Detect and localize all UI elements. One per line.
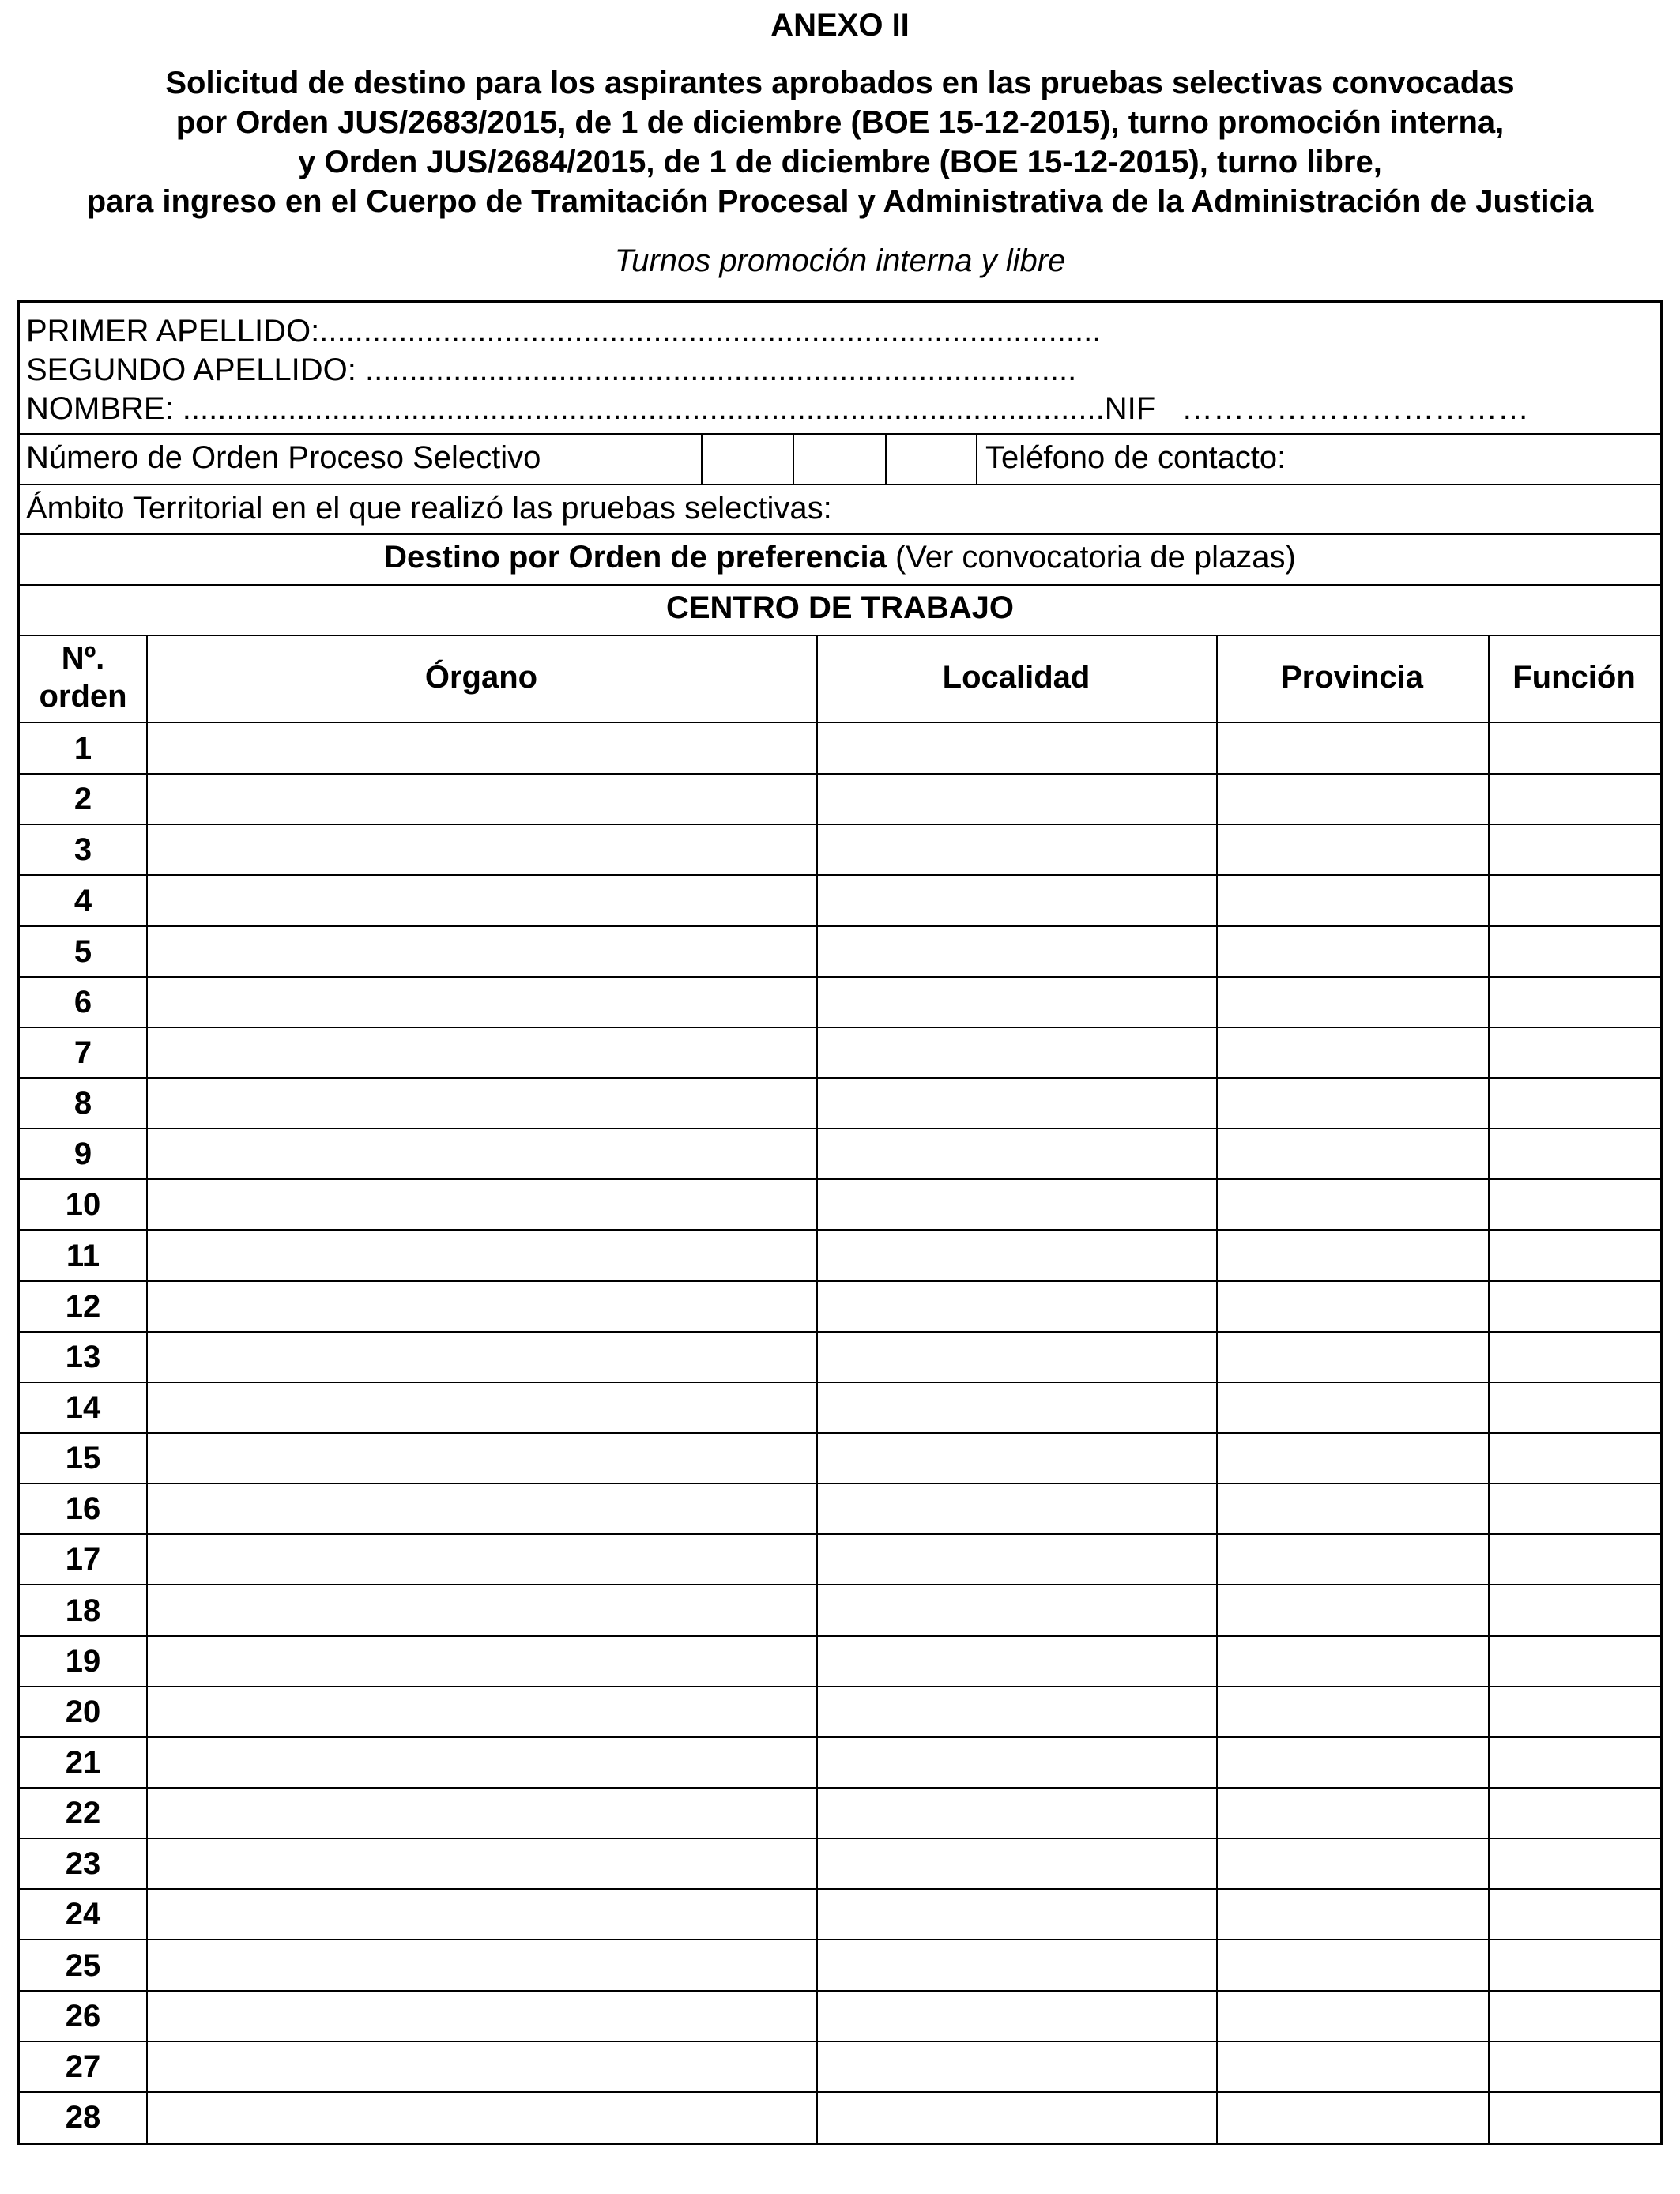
funcion-cell[interactable] xyxy=(1490,1079,1659,1127)
row-number: 21 xyxy=(65,1744,101,1780)
row-number: 28 xyxy=(65,2099,101,2135)
heading-line: Solicitud de destino para los aspirantes aprobados en las pruebas selectivas convocadas xyxy=(165,66,1515,100)
row-number: 17 xyxy=(65,1542,101,1578)
funcion-cell[interactable] xyxy=(1490,1535,1659,1583)
destino-heading-note: (Ver convocatoria de plazas) xyxy=(886,540,1296,575)
localidad-cell[interactable] xyxy=(818,1687,1215,1736)
column-header-num-orden xyxy=(20,639,146,715)
provincia-cell[interactable] xyxy=(1218,2093,1486,2141)
funcion-cell[interactable] xyxy=(1490,1180,1659,1228)
localidad-cell[interactable] xyxy=(818,1637,1215,1685)
row-number: 25 xyxy=(65,1947,101,1983)
row-number: 18 xyxy=(65,1593,101,1628)
organo-cell[interactable] xyxy=(148,724,815,772)
localidad-cell[interactable] xyxy=(818,1940,1215,1989)
funcion-cell[interactable] xyxy=(1490,1789,1659,1837)
divider xyxy=(976,433,977,484)
funcion-cell[interactable] xyxy=(1490,1484,1659,1532)
organo-cell[interactable] xyxy=(148,1839,815,1887)
funcion-cell[interactable] xyxy=(1490,775,1659,823)
divider xyxy=(20,722,1660,723)
organo-cell[interactable] xyxy=(148,1585,815,1634)
column-header-localidad: Localidad xyxy=(942,660,1090,695)
row-number: 7 xyxy=(73,1035,92,1070)
numero-orden-box-3[interactable] xyxy=(887,435,974,482)
organo-cell[interactable] xyxy=(148,1940,815,1989)
localidad-cell[interactable] xyxy=(818,1484,1215,1532)
provincia-cell[interactable] xyxy=(1218,1839,1486,1887)
funcion-cell[interactable] xyxy=(1490,1637,1659,1685)
funcion-cell[interactable] xyxy=(1490,1687,1659,1736)
row-number: 1 xyxy=(73,731,92,767)
row-number: 8 xyxy=(73,1086,92,1122)
organo-cell[interactable] xyxy=(148,1231,815,1279)
nombre-field[interactable]: NOMBRE: .........................................................................................................NIF xyxy=(26,391,1156,426)
organo-cell[interactable] xyxy=(148,1434,815,1482)
provincia-cell[interactable] xyxy=(1218,1434,1486,1482)
numero-orden-label: Número de Orden Proceso Selectivo xyxy=(26,440,541,475)
funcion-cell[interactable] xyxy=(1490,1890,1659,1938)
document-subtitle: Turnos promoción interna y libre xyxy=(614,243,1066,278)
nif-field[interactable]: …………………………… xyxy=(1181,391,1529,426)
row-number: 5 xyxy=(73,933,92,969)
organo-cell[interactable] xyxy=(148,1687,815,1736)
localidad-cell[interactable] xyxy=(818,927,1215,975)
organo-cell[interactable] xyxy=(148,1079,815,1127)
provincia-cell[interactable] xyxy=(1218,1890,1486,1938)
localidad-cell[interactable] xyxy=(818,1129,1215,1178)
localidad-cell[interactable] xyxy=(818,1180,1215,1228)
primer-apellido-field[interactable]: PRIMER APELLIDO:......................................................................................... xyxy=(26,314,1102,349)
funcion-cell[interactable] xyxy=(1490,825,1659,873)
provincia-cell[interactable] xyxy=(1218,1992,1486,2040)
column-header-num-line: orden xyxy=(39,679,127,714)
funcion-cell[interactable] xyxy=(1490,978,1659,1026)
funcion-cell[interactable] xyxy=(1490,1992,1659,2040)
row-number: 20 xyxy=(65,1694,101,1729)
numero-orden-box-1[interactable] xyxy=(703,435,791,482)
funcion-cell[interactable] xyxy=(1490,927,1659,975)
provincia-cell[interactable] xyxy=(1218,927,1486,975)
provincia-cell[interactable] xyxy=(1218,1585,1486,1634)
row-number: 3 xyxy=(73,832,92,868)
localidad-cell[interactable] xyxy=(818,1738,1215,1786)
provincia-cell[interactable] xyxy=(1218,1535,1486,1583)
funcion-cell[interactable] xyxy=(1490,1383,1659,1431)
localidad-cell[interactable] xyxy=(818,2093,1215,2141)
organo-cell[interactable] xyxy=(148,1180,815,1228)
organo-cell[interactable] xyxy=(148,2093,815,2141)
request-form xyxy=(17,300,1663,2145)
provincia-cell[interactable] xyxy=(1218,1383,1486,1431)
divider xyxy=(20,484,1660,485)
funcion-cell[interactable] xyxy=(1490,1940,1659,1989)
provincia-cell[interactable] xyxy=(1218,1180,1486,1228)
organo-cell[interactable] xyxy=(148,978,815,1026)
row-number: 11 xyxy=(66,1238,100,1273)
localidad-cell[interactable] xyxy=(818,1282,1215,1330)
row-number: 9 xyxy=(73,1137,92,1172)
funcion-cell[interactable] xyxy=(1490,1282,1659,1330)
row-number: 27 xyxy=(65,2049,101,2084)
provincia-cell[interactable] xyxy=(1218,724,1486,772)
heading-line: y Orden JUS/2684/2015, de 1 de diciembre (BOE 15-12-2015), turno libre, xyxy=(298,145,1382,179)
localidad-cell[interactable] xyxy=(818,1585,1215,1634)
divider xyxy=(20,584,1660,586)
localidad-cell[interactable] xyxy=(818,1789,1215,1837)
funcion-cell[interactable] xyxy=(1490,724,1659,772)
provincia-cell[interactable] xyxy=(1218,1789,1486,1837)
organo-cell[interactable] xyxy=(148,1383,815,1431)
funcion-cell[interactable] xyxy=(1490,1585,1659,1634)
organo-cell[interactable] xyxy=(148,927,815,975)
column-header-funcion: Función xyxy=(1512,660,1636,695)
funcion-cell[interactable] xyxy=(1490,1434,1659,1482)
destino-heading xyxy=(20,538,1660,576)
row-number: 12 xyxy=(65,1288,101,1324)
row-number: 22 xyxy=(65,1796,101,1831)
provincia-cell[interactable] xyxy=(1218,775,1486,823)
localidad-cell[interactable] xyxy=(818,1434,1215,1482)
provincia-cell[interactable] xyxy=(1218,1484,1486,1532)
column-header-provincia: Provincia xyxy=(1280,660,1424,695)
localidad-cell[interactable] xyxy=(818,1079,1215,1127)
funcion-cell[interactable] xyxy=(1490,876,1659,924)
organo-cell[interactable] xyxy=(148,1535,815,1583)
provincia-cell[interactable] xyxy=(1218,1333,1486,1381)
provincia-cell[interactable] xyxy=(1218,1079,1486,1127)
centro-trabajo-heading: CENTRO DE TRABAJO xyxy=(665,590,1015,625)
provincia-cell[interactable] xyxy=(1218,2042,1486,2090)
row-number: 10 xyxy=(65,1187,101,1223)
row-number: 6 xyxy=(73,984,92,1020)
provincia-cell[interactable] xyxy=(1218,978,1486,1026)
funcion-cell[interactable] xyxy=(1490,2093,1659,2141)
organo-cell[interactable] xyxy=(148,1637,815,1685)
row-number: 13 xyxy=(65,1339,101,1374)
column-header-num-line: Nº. xyxy=(61,641,105,676)
organo-cell[interactable] xyxy=(148,825,815,873)
row-number: 26 xyxy=(65,1998,101,2034)
provincia-cell[interactable] xyxy=(1218,1129,1486,1178)
segundo-apellido-field[interactable]: SEGUNDO APELLIDO: ................................................................................. xyxy=(26,352,1077,387)
ambito-territorial-field[interactable]: Ámbito Territorial en el que realizó las pruebas selectivas: xyxy=(26,491,832,526)
organo-cell[interactable] xyxy=(148,1738,815,1786)
row-number: 15 xyxy=(65,1441,101,1476)
localidad-cell[interactable] xyxy=(818,1028,1215,1076)
heading-line: por Orden JUS/2683/2015, de 1 de diciembre (BOE 15-12-2015), turno promoción interna, xyxy=(175,105,1505,140)
row-number: 4 xyxy=(73,883,92,918)
organo-cell[interactable] xyxy=(148,775,815,823)
funcion-cell[interactable] xyxy=(1490,1129,1659,1178)
divider xyxy=(20,635,1660,636)
provincia-cell[interactable] xyxy=(1218,1282,1486,1330)
localidad-cell[interactable] xyxy=(818,2042,1215,2090)
provincia-cell[interactable] xyxy=(1218,825,1486,873)
organo-cell[interactable] xyxy=(148,1890,815,1938)
provincia-cell[interactable] xyxy=(1218,1637,1486,1685)
organo-cell[interactable] xyxy=(148,1992,815,2040)
funcion-cell[interactable] xyxy=(1490,1231,1659,1279)
organo-cell[interactable] xyxy=(148,1333,815,1381)
row-number: 16 xyxy=(65,1491,101,1527)
annex-title: ANEXO II xyxy=(770,8,910,43)
divider xyxy=(20,533,1660,535)
localidad-cell[interactable] xyxy=(818,1333,1215,1381)
row-number: 14 xyxy=(65,1389,101,1425)
row-number: 2 xyxy=(73,782,92,817)
organo-cell[interactable] xyxy=(148,1789,815,1837)
localidad-cell[interactable] xyxy=(818,825,1215,873)
localidad-cell[interactable] xyxy=(818,724,1215,772)
localidad-cell[interactable] xyxy=(818,978,1215,1026)
localidad-cell[interactable] xyxy=(818,1383,1215,1431)
localidad-cell[interactable] xyxy=(818,1839,1215,1887)
localidad-cell[interactable] xyxy=(818,1992,1215,2040)
column-header-organo: Órgano xyxy=(424,660,538,695)
provincia-cell[interactable] xyxy=(1218,1231,1486,1279)
row-number: 24 xyxy=(65,1897,101,1932)
localidad-cell[interactable] xyxy=(818,1535,1215,1583)
organo-cell[interactable] xyxy=(148,1028,815,1076)
organo-cell[interactable] xyxy=(148,1129,815,1178)
numero-orden-box-2[interactable] xyxy=(794,435,883,482)
funcion-cell[interactable] xyxy=(1490,1839,1659,1887)
provincia-cell[interactable] xyxy=(1218,1687,1486,1736)
document-heading xyxy=(0,63,1680,221)
provincia-cell[interactable] xyxy=(1218,1028,1486,1076)
provincia-cell[interactable] xyxy=(1218,876,1486,924)
provincia-cell[interactable] xyxy=(1218,1738,1486,1786)
funcion-cell[interactable] xyxy=(1490,1738,1659,1786)
destino-heading-bold: Destino por Orden de preferencia xyxy=(384,540,887,575)
localidad-cell[interactable] xyxy=(818,876,1215,924)
row-number: 19 xyxy=(65,1643,101,1679)
funcion-cell[interactable] xyxy=(1490,2042,1659,2090)
organo-cell[interactable] xyxy=(148,876,815,924)
organo-cell[interactable] xyxy=(148,1282,815,1330)
funcion-cell[interactable] xyxy=(1490,1028,1659,1076)
organo-cell[interactable] xyxy=(148,1484,815,1532)
provincia-cell[interactable] xyxy=(1218,1940,1486,1989)
funcion-cell[interactable] xyxy=(1490,1333,1659,1381)
telefono-field[interactable]: Teléfono de contacto: xyxy=(985,440,1286,475)
organo-cell[interactable] xyxy=(148,2042,815,2090)
localidad-cell[interactable] xyxy=(818,775,1215,823)
localidad-cell[interactable] xyxy=(818,1231,1215,1279)
row-number: 23 xyxy=(65,1846,101,1882)
localidad-cell[interactable] xyxy=(818,1890,1215,1938)
heading-line: para ingreso en el Cuerpo de Tramitación Procesal y Administrativa de la Administración de Justicia xyxy=(86,184,1594,219)
